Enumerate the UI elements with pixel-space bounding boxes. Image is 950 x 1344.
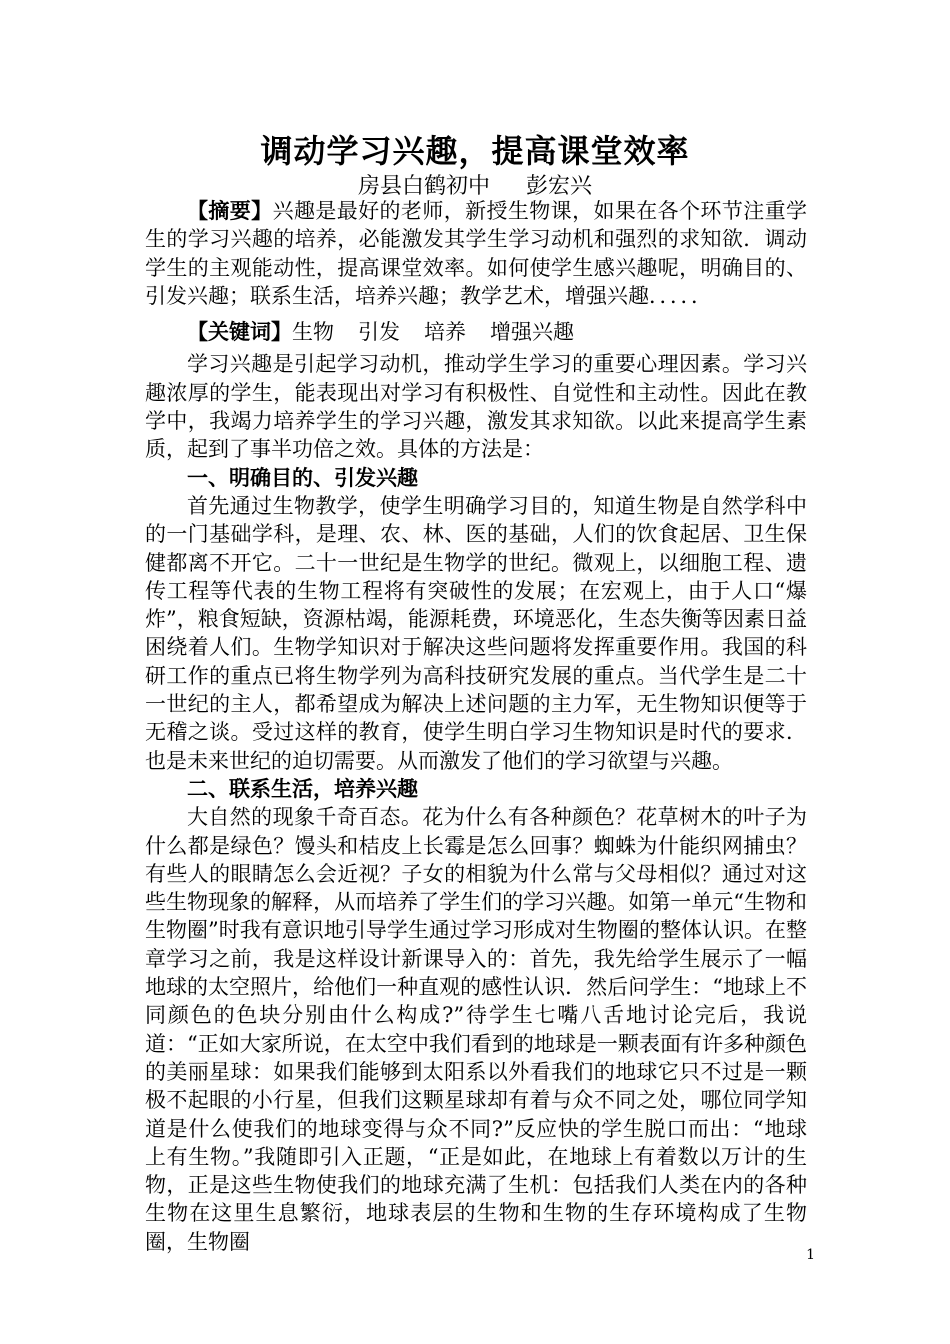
keyword-item: 引发 bbox=[358, 320, 400, 345]
section-heading-1: 一、明确目的、引发兴趣 bbox=[187, 464, 418, 490]
keyword-item: 增强兴趣 bbox=[490, 320, 574, 345]
school-name: 房县白鹤初中 bbox=[357, 174, 490, 199]
keywords-paragraph bbox=[145, 318, 807, 346]
keyword-item: 培养 bbox=[424, 320, 466, 345]
intro-paragraph: 学习兴趣是引起学习动机，推动学生学习的重要心理因素。学习兴趣浓厚的学生，能表现出对学习有积极性、自觉性和主动性。因此在教学中，我竭力培养学生的学习兴趣，激发其求知欲。以此来提高学生素质，起到了事半功倍之效。具体的方法是： bbox=[145, 352, 807, 462]
abstract-paragraph bbox=[145, 197, 807, 310]
abstract-label: 【摘要】 bbox=[187, 198, 273, 223]
abstract-text: 兴趣是最好的老师，新授生物课，如果在各个环节注重学生的学习兴趣的培养，必能激发其学生学习动机和强烈的求知欲．调动学生的主观能动性，提高课堂效率。如何使学生感兴趣呢，明确目的、引发兴趣；联系生活，培养兴趣；教学艺术，增强兴趣．．．．． bbox=[145, 199, 808, 308]
keywords-label: 【关键词】 bbox=[187, 319, 292, 345]
section-heading-2: 二、联系生活，培养兴趣 bbox=[187, 775, 418, 801]
author-name: 彭宏兴 bbox=[526, 174, 593, 199]
keyword-item: 生物 bbox=[292, 320, 334, 345]
document-title: 调动学习兴趣，提高课堂效率 bbox=[260, 132, 690, 170]
document-body bbox=[145, 197, 807, 1256]
page-number: 1 bbox=[806, 1247, 815, 1263]
section-paragraph-2: 大自然的现象千奇百态。花为什么有各种颜色？花草树木的叶子为什么都是绿色？馒头和桔皮上长霉是怎么回事？蜘蛛为什能织网捕虫？有些人的眼睛怎么会近视？子女的相貌为什么常与父母相似？通过对这些生物现象的解释，从而培养了学生们的学习兴趣。如第一单元“生物和生物圈”时我有意识地引导学生通过学习形成对生物圈的整体认识。在整章学习之前，我是这样设计新课导入的：首先，我先给学生展示了一幅地球的太空照片，给他们一种直观的感性认识．然后问学生：“地球上不同颜色的色块分别由什么构成?”待学生七嘴八舌地讨论完后，我说道：“正如大家所说，在太空中我们看到的地球是一颗表面有许多种颜色的美丽星球：如果我们能够到太阳系以外看我们的地球它只不过是一颗极不起眼的小行星，但我们这颗星球却有着与众不同之处，哪位同学知道是什么使我们的地球变得与众不同?”反应快的学生脱口而出：“地球上有生物。”我随即引入正题，“正是如此，在地球上有着数以万计的生物，正是这些生物使我们的地球充满了生机：包括我们人类在内的各种生物在这里生息繁衍，地球表层的生物和生物的生存环境构成了生物圈，生物圈 bbox=[145, 805, 807, 1254]
section-paragraph-1: 首先通过生物教学，使学生明确学习目的，知道生物是自然学科中的一门基础学科，是理、农、林、医的基础，人们的饮食起居、卫生保健都离不开它。二十一世纪是生物学的世纪。微观上，以细胞工程、遗传工程等代表的生物工程将有突破性的发展；在宏观上，由于人口“爆炸”，粮食短缺，资源枯竭，能源耗费，环境恶化，生态失衡等因素日益困绕着人们。生物学知识对于解决这些问题将发挥重要作用。我国的科研工作的重点已将生物学列为高科技研究发展的重点。当代学生是二十一世纪的主人，都希望成为解决上述问题的主力军，无生物知识便等于无稽之谈。受过这样的教育，使学生明白学习生物知识是时代的要求．也是未来世纪的迫切需要。从而激发了他们的学习欲望与兴趣。 bbox=[145, 493, 807, 773]
